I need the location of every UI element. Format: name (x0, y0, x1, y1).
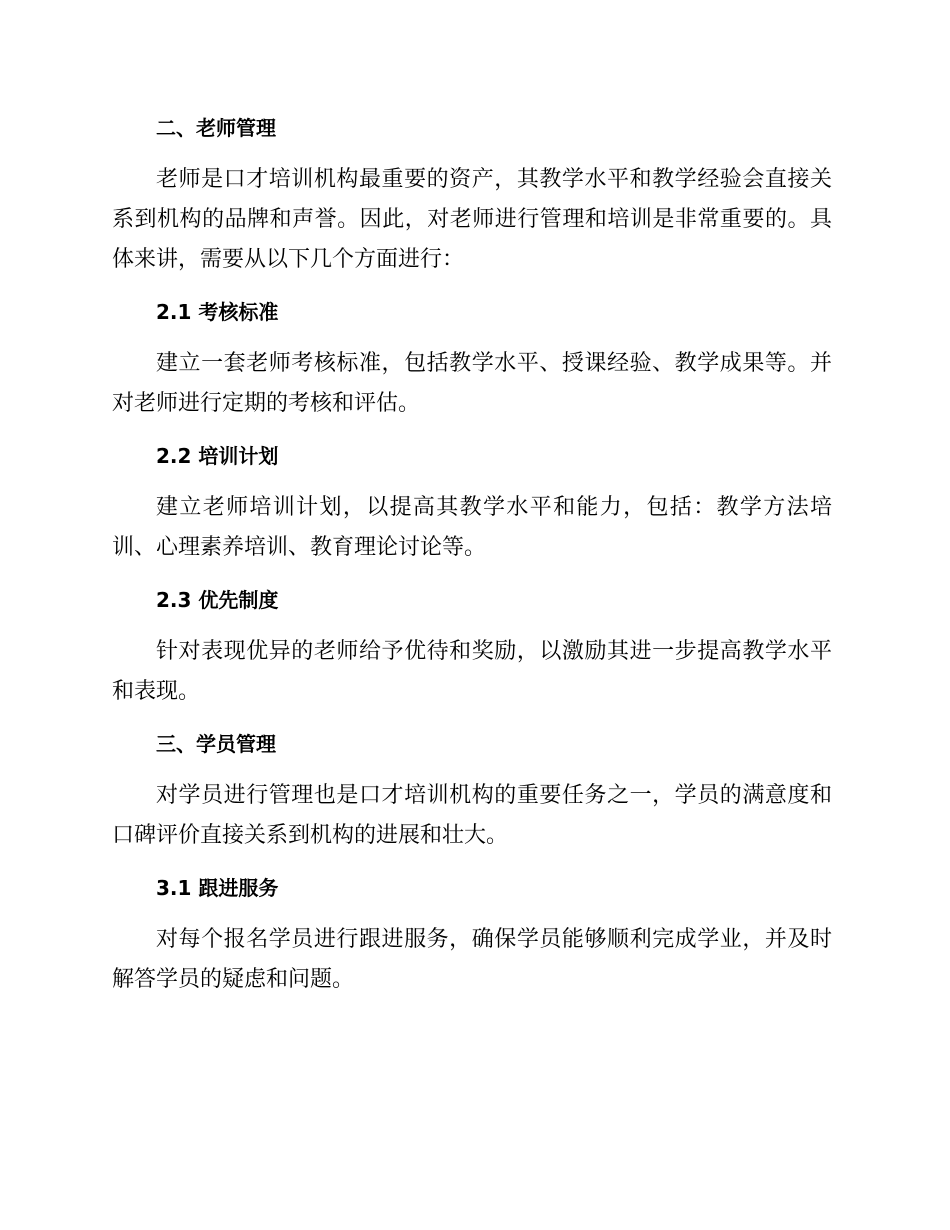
paragraph-assessment: 建立一套老师考核标准，包括教学水平、授课经验、教学成果等。并对老师进行定期的考核和评估。 (112, 351, 832, 416)
paragraph-follow-up: 对每个报名学员进行跟进服务，确保学员能够顺利完成学业，并及时解答学员的疑虑和问题。 (112, 927, 832, 992)
subsection-heading-priority-system: 2.3 优先制度 (156, 588, 279, 612)
section-heading-student-management: 三、学员管理 (156, 732, 276, 756)
paragraph-training-plan: 建立老师培训计划，以提高其教学水平和能力，包括：教学方法培训、心理素养培训、教育理论讨论等。 (112, 495, 832, 560)
subsection-heading-training-plan: 2.2 培训计划 (156, 444, 279, 468)
section-heading-teacher-management: 二、老师管理 (156, 116, 276, 140)
paragraph-priority-system: 针对表现优异的老师给予优待和奖励，以激励其进一步提高教学水平和表现。 (112, 639, 832, 704)
subsection-heading-follow-up: 3.1 跟进服务 (156, 876, 279, 900)
paragraph-teacher-intro: 老师是口才培训机构最重要的资产，其教学水平和教学经验会直接关系到机构的品牌和声誉。因此，对老师进行管理和培训是非常重要的。具体来讲，需要从以下几个方面进行： (112, 167, 832, 272)
paragraph-student-intro: 对学员进行管理也是口才培训机构的重要任务之一，学员的满意度和口碑评价直接关系到机构的进展和壮大。 (112, 783, 832, 848)
document-body (112, 108, 832, 1012)
subsection-heading-assessment: 2.1 考核标准 (156, 300, 279, 324)
